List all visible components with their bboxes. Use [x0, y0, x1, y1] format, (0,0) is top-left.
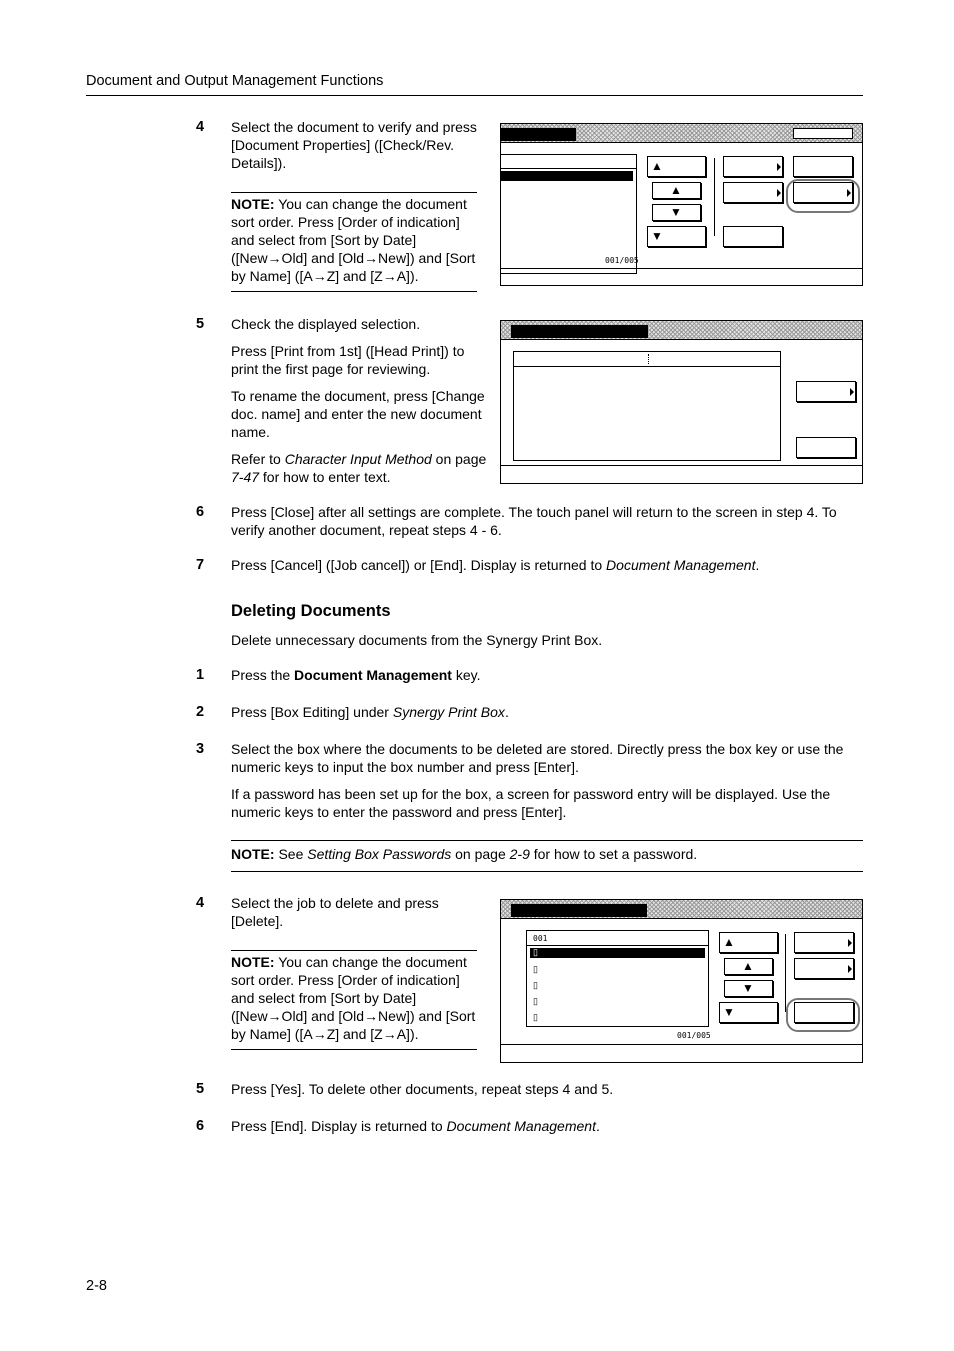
note-box	[231, 192, 477, 292]
step-number: 3	[196, 741, 205, 757]
scroll-down-button[interactable]	[724, 980, 773, 997]
chevron-right-icon	[848, 939, 852, 947]
page-down-button[interactable]	[647, 226, 706, 247]
step-number: 6	[196, 504, 205, 520]
chevron-right-icon	[777, 189, 781, 197]
selected-job-row[interactable]	[530, 948, 705, 958]
screen-title-block	[511, 325, 648, 338]
header-rule	[86, 95, 863, 96]
screen-title-block	[511, 904, 647, 917]
document-icon: ▯	[533, 947, 538, 957]
step-paragraph: Refer to Character Input Method on page 7-47 for how to enter text.	[231, 451, 487, 485]
page-up-button[interactable]	[719, 932, 778, 953]
close-button[interactable]	[793, 128, 853, 139]
step-number: 7	[196, 557, 205, 573]
job-list[interactable]	[526, 930, 711, 1040]
step-number: 4	[196, 119, 205, 135]
screen-button[interactable]	[793, 156, 853, 177]
screen-button[interactable]	[723, 182, 783, 203]
chevron-right-icon	[850, 388, 854, 396]
arrow-up-icon: ▲	[742, 959, 754, 973]
step-text: Press [End]. Display is returned to Document Management.	[231, 1118, 600, 1134]
change-doc-name-button[interactable]	[796, 381, 856, 402]
step-paragraph: If a password has been set up for the box, a screen for password entry will be displayed. Use the numeric keys to enter the password and press [Enter].	[231, 786, 831, 820]
section-intro: Delete unnecessary documents from the Synergy Print Box.	[231, 632, 603, 648]
divider	[785, 934, 786, 1012]
chevron-right-icon	[848, 965, 852, 973]
highlight-ring	[786, 998, 860, 1032]
page-number: 2-8	[86, 1278, 107, 1294]
step-paragraph: To rename the document, press [Change doc. name] and enter the new document name.	[231, 388, 485, 440]
scroll-up-button[interactable]	[652, 182, 701, 199]
arrow-up-icon: ▲	[651, 159, 663, 173]
scroll-up-button[interactable]	[724, 958, 773, 975]
touch-panel-screen-job-list	[500, 899, 863, 1063]
print-from-1st-button[interactable]	[796, 437, 856, 458]
screen-button[interactable]	[794, 958, 854, 979]
step-number: 6	[196, 1118, 205, 1134]
page-counter: 001/005	[605, 256, 639, 265]
document-list[interactable]	[500, 154, 637, 274]
step-text: Press [Yes]. To delete other documents, repeat steps 4 and 5.	[231, 1081, 614, 1097]
arrow-up-icon: ▲	[723, 935, 735, 949]
document-details-panel	[513, 351, 781, 461]
step-text-block	[231, 315, 487, 495]
arrow-down-icon: ▼	[670, 205, 682, 219]
selected-document-row[interactable]	[501, 171, 633, 181]
arrow-down-icon: ▼	[723, 1005, 735, 1019]
step-paragraph: Select the box where the documents to be deleted are stored. Directly press the box key or use the numeric keys to input the box number and press [Enter].	[231, 741, 844, 775]
screen-button[interactable]	[723, 226, 783, 247]
step-text: Press the Document Management key.	[231, 667, 481, 683]
step-number: 4	[196, 895, 205, 911]
step-text: Select the job to delete and press [Delete].	[231, 895, 439, 929]
scroll-down-button[interactable]	[652, 204, 701, 221]
section-heading: Deleting Documents	[231, 602, 391, 620]
note-text: You can change the document sort order. Press [Order of indication] and select from [Sort by Date] ([New→Old] and [Old→New]) and [Sort by Name] ([A→Z] and [Z→A]).	[231, 196, 476, 284]
document-icon: ▯	[533, 1012, 538, 1022]
step-number: 2	[196, 704, 205, 720]
arrow-up-icon: ▲	[670, 183, 682, 197]
divider	[714, 158, 715, 236]
note-label: NOTE:	[231, 196, 275, 212]
page-down-button[interactable]	[719, 1002, 778, 1023]
chevron-right-icon	[777, 163, 781, 171]
step-text-block	[231, 740, 863, 830]
arrow-down-icon: ▼	[651, 229, 663, 243]
order-of-indication-button[interactable]	[794, 932, 854, 953]
step-number: 5	[196, 1081, 205, 1097]
step-number: 5	[196, 316, 205, 332]
document-icon: ▯	[533, 964, 538, 974]
running-header: Document and Output Management Functions	[86, 73, 384, 89]
arrow-down-icon: ▼	[742, 981, 754, 995]
order-of-indication-button[interactable]	[723, 156, 783, 177]
page-reference: 7-47	[231, 469, 260, 485]
screen-title-block	[501, 128, 576, 141]
document-icon: ▯	[533, 996, 538, 1006]
touch-panel-screen-document-list	[500, 123, 863, 286]
step-number: 1	[196, 667, 205, 683]
step-paragraph: Press [Print from 1st] ([Head Print]) to print the first page for reviewing.	[231, 343, 465, 377]
highlight-ring	[786, 179, 860, 213]
touch-panel-screen-document-properties	[500, 320, 863, 484]
note-box: NOTE: You can change the document sort order. Press [Order of indication] and select from [Sort by Date] ([New→Old] and [Old→New]) and [Sort by Name] ([A→Z] and [Z→A]).	[231, 950, 477, 1050]
cross-reference: Character Input Method	[284, 451, 432, 467]
page-up-button[interactable]	[647, 156, 706, 177]
list-header: 001	[533, 934, 548, 943]
step-text: Press [Close] after all settings are complete. The touch panel will return to the screen in step 4. To verify another document, repeat steps 4 - 6.	[231, 504, 837, 538]
document-icon: ▯	[533, 980, 538, 990]
step-text: Press [Box Editing] under Synergy Print Box.	[231, 704, 509, 720]
step-text: Press [Cancel] ([Job cancel]) or [End]. Display is returned to Document Management.	[231, 557, 760, 573]
step-text: Select the document to verify and press [Document Properties] ([Check/Rev. Details]).	[231, 119, 477, 171]
note-box: NOTE: See Setting Box Passwords on page 2-9 for how to set a password.	[231, 840, 863, 872]
step-paragraph: Check the displayed selection.	[231, 316, 421, 332]
page-counter: 001/005	[677, 1031, 711, 1040]
